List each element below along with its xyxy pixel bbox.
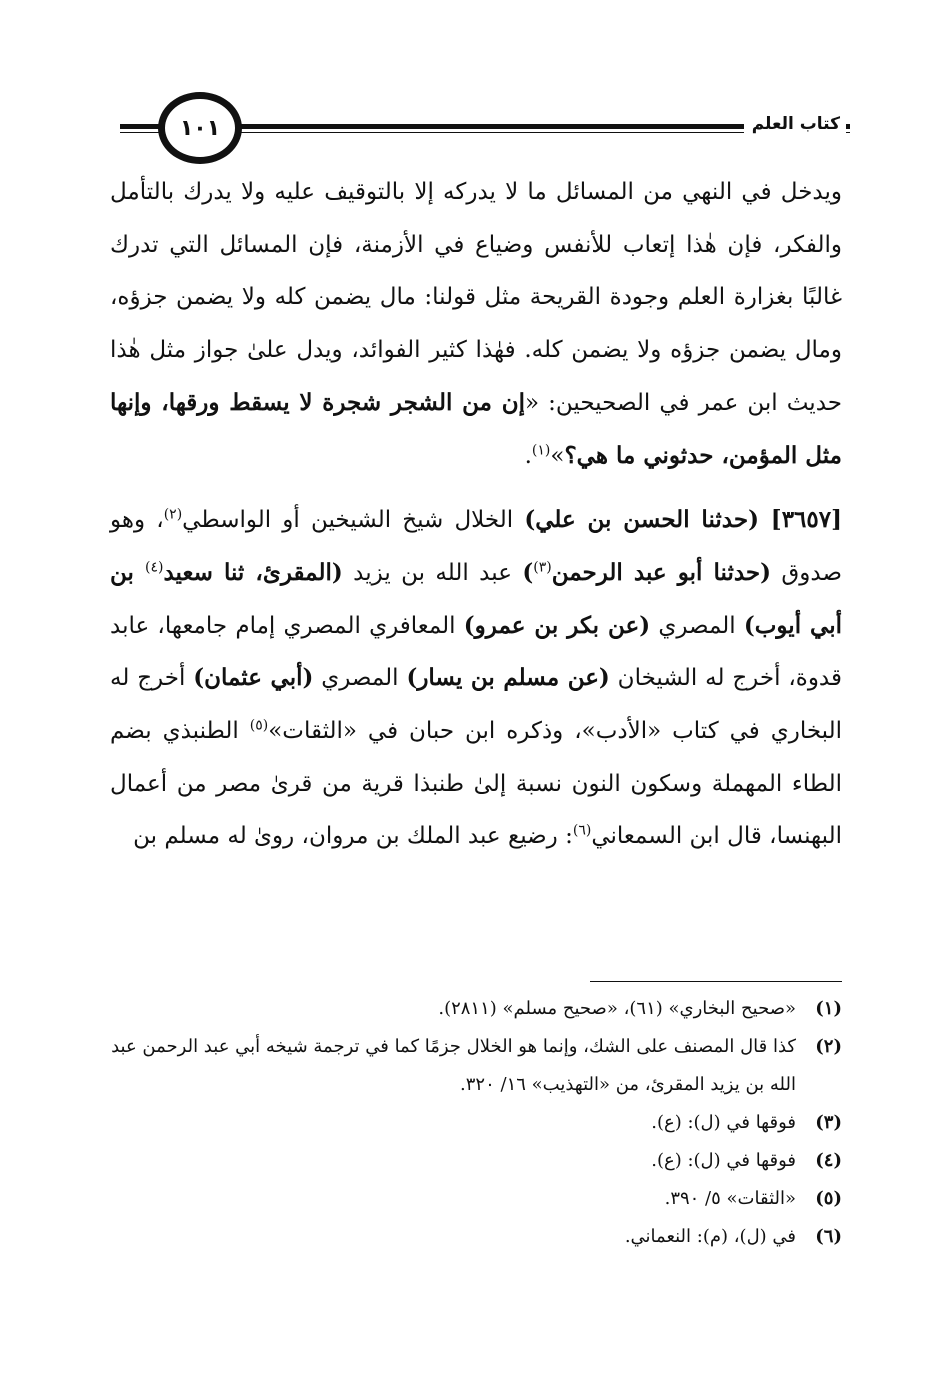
footnote-text: «الثقات» ٥/ ٣٩٠. bbox=[664, 1188, 796, 1209]
footnotes bbox=[110, 990, 842, 1256]
page-number-circle bbox=[158, 92, 242, 164]
paragraph-2 bbox=[110, 494, 842, 863]
footnote-ref: (٥) bbox=[249, 717, 269, 734]
text-run: : رضيع عبد الملك بن مروان، روىٰ له مسلم بن bbox=[133, 823, 573, 850]
text-run: » bbox=[550, 442, 565, 469]
text-run: المصري bbox=[650, 612, 744, 639]
text-run: ، وهو صدوق bbox=[110, 507, 842, 586]
footnote-ref: (٤) bbox=[145, 559, 164, 576]
footnote bbox=[110, 1142, 842, 1180]
footnote-number: (٢) bbox=[815, 1036, 842, 1057]
book-title: كتاب العلم bbox=[744, 114, 846, 134]
footnote-number: (٤) bbox=[815, 1150, 842, 1171]
footnote-text: في (ل)، (م): النعماني. bbox=[624, 1226, 796, 1247]
footnote-text: «صحيح البخاري» (٦١)، «صحيح مسلم» (٢٨١١). bbox=[438, 998, 796, 1019]
text-run: المعافري المصري إمام جامعها، عابد قدوة، أخرج له الشيخان bbox=[110, 612, 842, 692]
text-run: ويدخل في النهي من المسائل ما لا يدركه إلا بالتوقيف عليه ولا يدرك بالتأمل والفكر، فإن هٰذا إتعاب للأنفس وضياع في الأزمنة، فإن المسائل التي تدرك غالبًا بغزارة العلم وجودة القريحة مثل قولنا: مال يضمن كله ولا يضمن جزؤه، ومال يضمن جزؤه ولا يضمن كله. فهٰذا كثير الفوائد، ويدل علىٰ جواز مثل هٰذا حديث ابن عمر في الصحيحين: « bbox=[110, 179, 842, 416]
footnote bbox=[110, 1218, 842, 1256]
bold-run: (حدثنا أبو عبد الرحمن bbox=[551, 558, 772, 586]
text-run: عبد الله بن يزيد bbox=[342, 559, 523, 586]
footnote bbox=[110, 1180, 842, 1218]
text-run: الطنبذي بضم الطاء المهملة وسكون النون نسبة إلىٰ طنبذا قرية من قرىٰ مصر من أعمال البهنسا، قال ابن السمعاني bbox=[110, 718, 842, 850]
bold-run: ) bbox=[522, 558, 534, 586]
footnote bbox=[110, 1028, 842, 1104]
footnote-ref: (٦) bbox=[572, 822, 592, 839]
main-text bbox=[110, 166, 842, 863]
page-number: ١٠١ bbox=[179, 115, 221, 141]
footnote-text: فوقها في (ل): (ع). bbox=[651, 1112, 796, 1133]
footnote-ref: (٢) bbox=[163, 506, 183, 523]
footnote bbox=[110, 1104, 842, 1142]
footnote-text: فوقها في (ل): (ع). bbox=[651, 1150, 796, 1171]
bold-run: (أبي عثمان) bbox=[193, 664, 314, 692]
footnote bbox=[110, 990, 842, 1028]
text-run: الخلال شيخ الشيخين أو الواسطي bbox=[182, 507, 525, 534]
footnote-ref: (١) bbox=[531, 441, 551, 458]
hadith-text: إن من الشجر شجرة لا يسقط ورقها، وإنها مثل المؤمن، حدثوني ما هي؟ bbox=[110, 388, 842, 469]
bold-run: (عن مسلم بن يسار) bbox=[406, 664, 610, 692]
paragraph-1 bbox=[110, 166, 842, 482]
footnote-number: (٦) bbox=[815, 1226, 842, 1247]
footnote-text: كذا قال المصنف على الشك، وإنما هو الخلال جزمًا كما في ترجمة شيخه أبي عبد الرحمن عبد الله بن يزيد المقرئ، من «التهذيب» ١٦/ ٣٢٠. bbox=[111, 1036, 796, 1095]
bold-run: (المقرئ، ثنا سعيد bbox=[163, 558, 343, 586]
footnote-number: (٥) bbox=[815, 1188, 842, 1209]
footnote-separator bbox=[590, 981, 842, 982]
text-run: . bbox=[524, 442, 532, 469]
text-run: أخرج له البخاري في كتاب «الأدب»، وذكره ابن حبان في «الثقات» bbox=[110, 665, 843, 745]
footnote-ref: (٣) bbox=[533, 559, 552, 576]
page-header bbox=[120, 88, 850, 168]
bold-run: (عن بكر بن عمرو) bbox=[463, 611, 651, 639]
text-run: المصري bbox=[313, 665, 407, 692]
bold-run: بن أبي أيوب) bbox=[110, 558, 842, 639]
bold-run: [٣٦٥٧] (حدثنا الحسن بن علي) bbox=[524, 506, 842, 534]
footnote-number: (٣) bbox=[815, 1112, 842, 1133]
footnote-number: (١) bbox=[815, 998, 842, 1019]
